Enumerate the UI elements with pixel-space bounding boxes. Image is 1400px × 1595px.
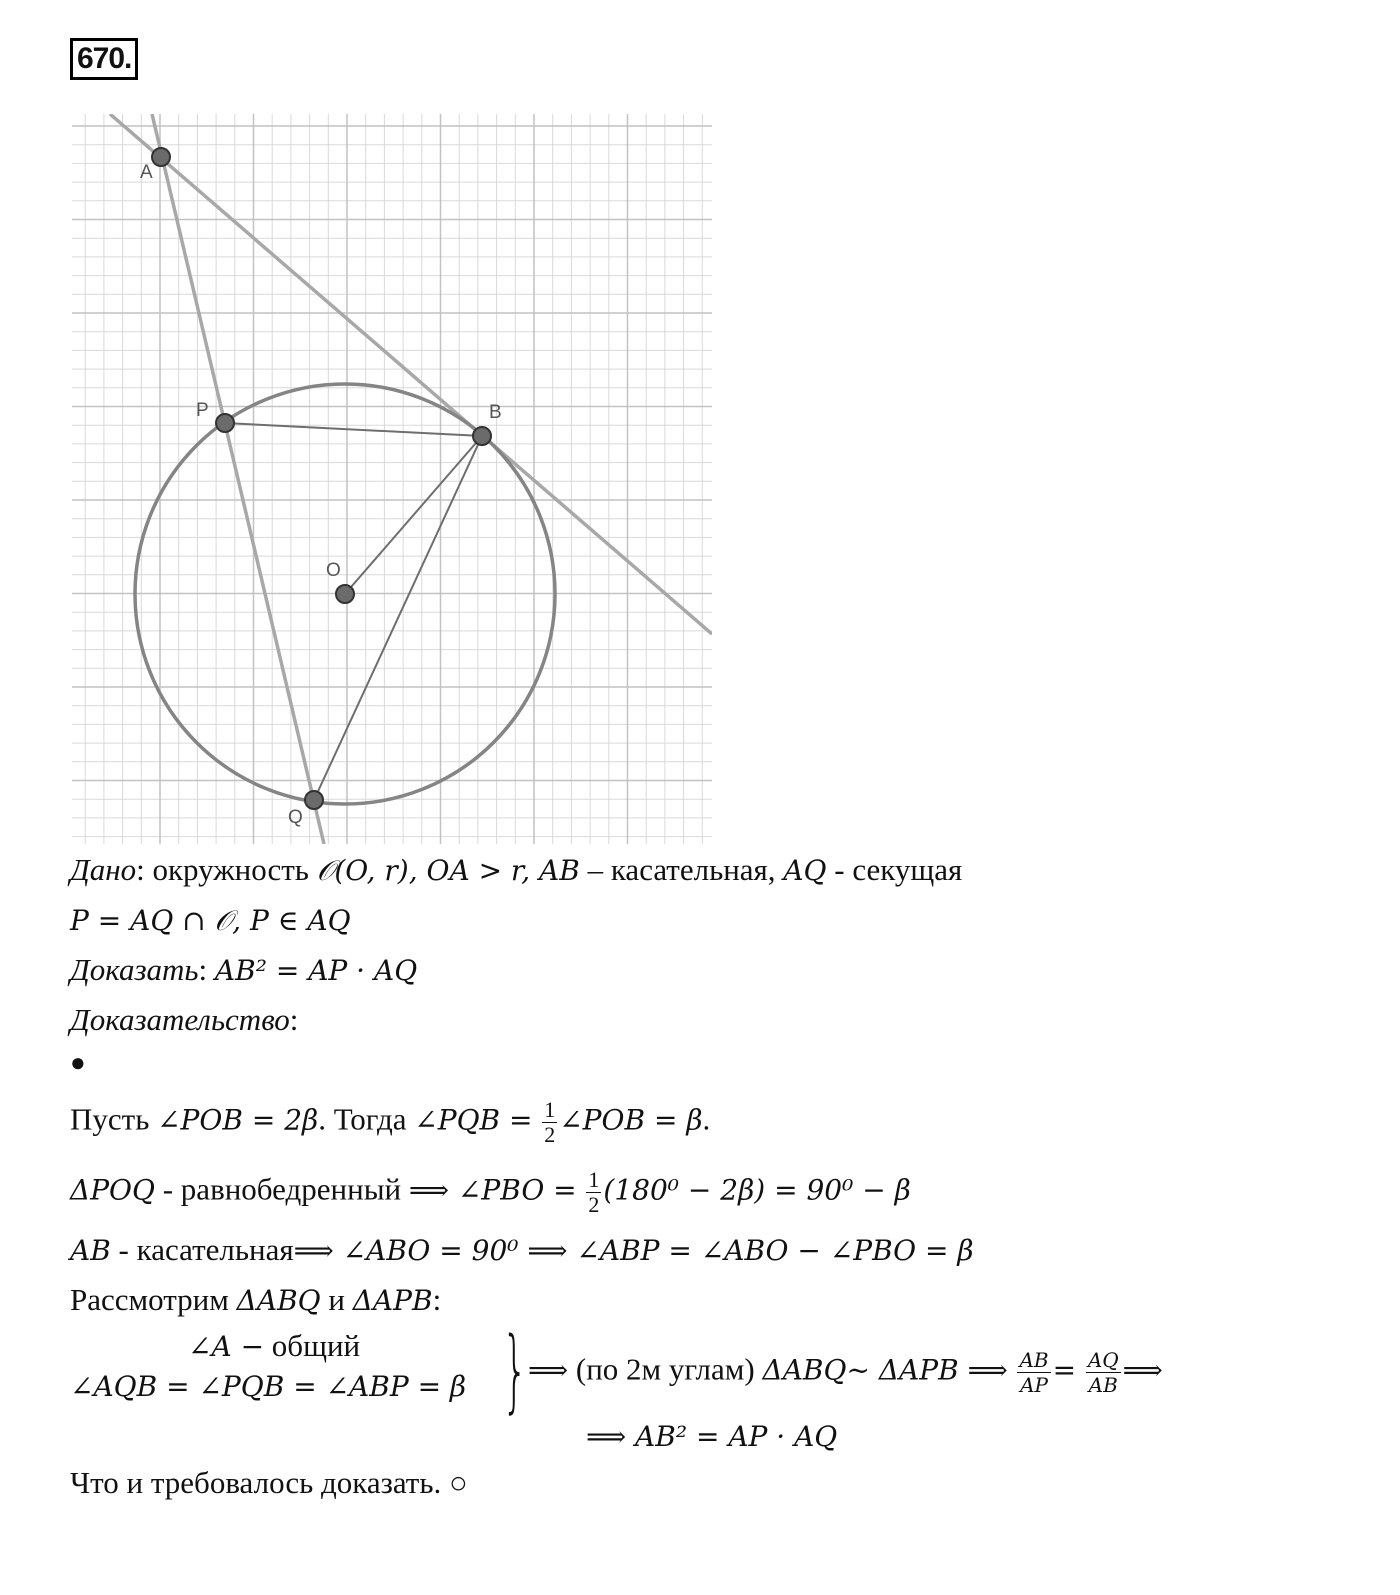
label-o: O (326, 560, 341, 581)
system-row-1: ∠A − общий (188, 1328, 361, 1363)
given-label: Дано (70, 852, 137, 887)
system-conclusion: ⟹ (по 2м углам) ΔABQ~ ΔAPB ⟹ $\frac{AB}{AP}$ = $\frac{AQ}{AB}$ ⟹ (528, 1348, 1163, 1397)
right-brace: } (502, 1318, 528, 1423)
label-a: A (140, 162, 153, 183)
qed-line: Что и требовалось доказать. ○ (70, 1465, 468, 1500)
geometry-figure (72, 114, 712, 844)
proof-step-3: AB - касательная⟹ ∠ABO = 90⁰ ⟹ ∠ABP = ∠ABO − ∠PBO = β (70, 1232, 974, 1267)
proof-step-1: Пусть ∠POB = 2β. Тогда ∠PQB = $\frac{1}{2}$ ∠POB = β. (70, 1097, 711, 1147)
segment-bq (314, 436, 482, 800)
intersection-line: P = AQ ∩ 𝒪, P ∈ AQ (70, 904, 351, 937)
label-p: P (196, 400, 209, 421)
proof-step-4: Рассмотрим ΔABQ и ΔAPB: (70, 1282, 442, 1317)
prove-label: Доказать (70, 952, 199, 987)
label-q: Q (288, 807, 303, 828)
point-b (473, 427, 491, 445)
prove-line: Доказать: AB² = AP · AQ (70, 952, 418, 987)
given-line: Дано: окружность 𝒪(O, r), OA > r, AB – касательная, AQ - секущая (70, 852, 963, 887)
label-b: B (489, 402, 502, 423)
result-line: ⟹ AB² = AP · AQ (586, 1420, 838, 1453)
proof-heading: Доказательство: (70, 1002, 299, 1037)
point-p (216, 414, 234, 432)
fraction-half: $\frac{1}{2}$ (544, 1097, 556, 1147)
problem-number: 670. (70, 38, 138, 80)
point-q (305, 791, 323, 809)
proof-step-2: ΔPOQ - равнобедренный ⟹ ∠PBO = $\frac{1}{2}$ (180⁰ − 2β) = 90⁰ − β (70, 1167, 911, 1217)
system-row-2: ∠AQB = ∠PQB = ∠ABP = β (70, 1370, 467, 1403)
fraction-aq-ab: $\frac{AQ}{AB}$ (1087, 1348, 1119, 1397)
bullet: ● (70, 1048, 86, 1077)
fraction-ab-ap: $\frac{AB}{AP}$ (1019, 1348, 1049, 1397)
fraction-half: $\frac{1}{2}$ (588, 1167, 600, 1217)
point-o (336, 585, 354, 603)
point-a (152, 148, 170, 166)
